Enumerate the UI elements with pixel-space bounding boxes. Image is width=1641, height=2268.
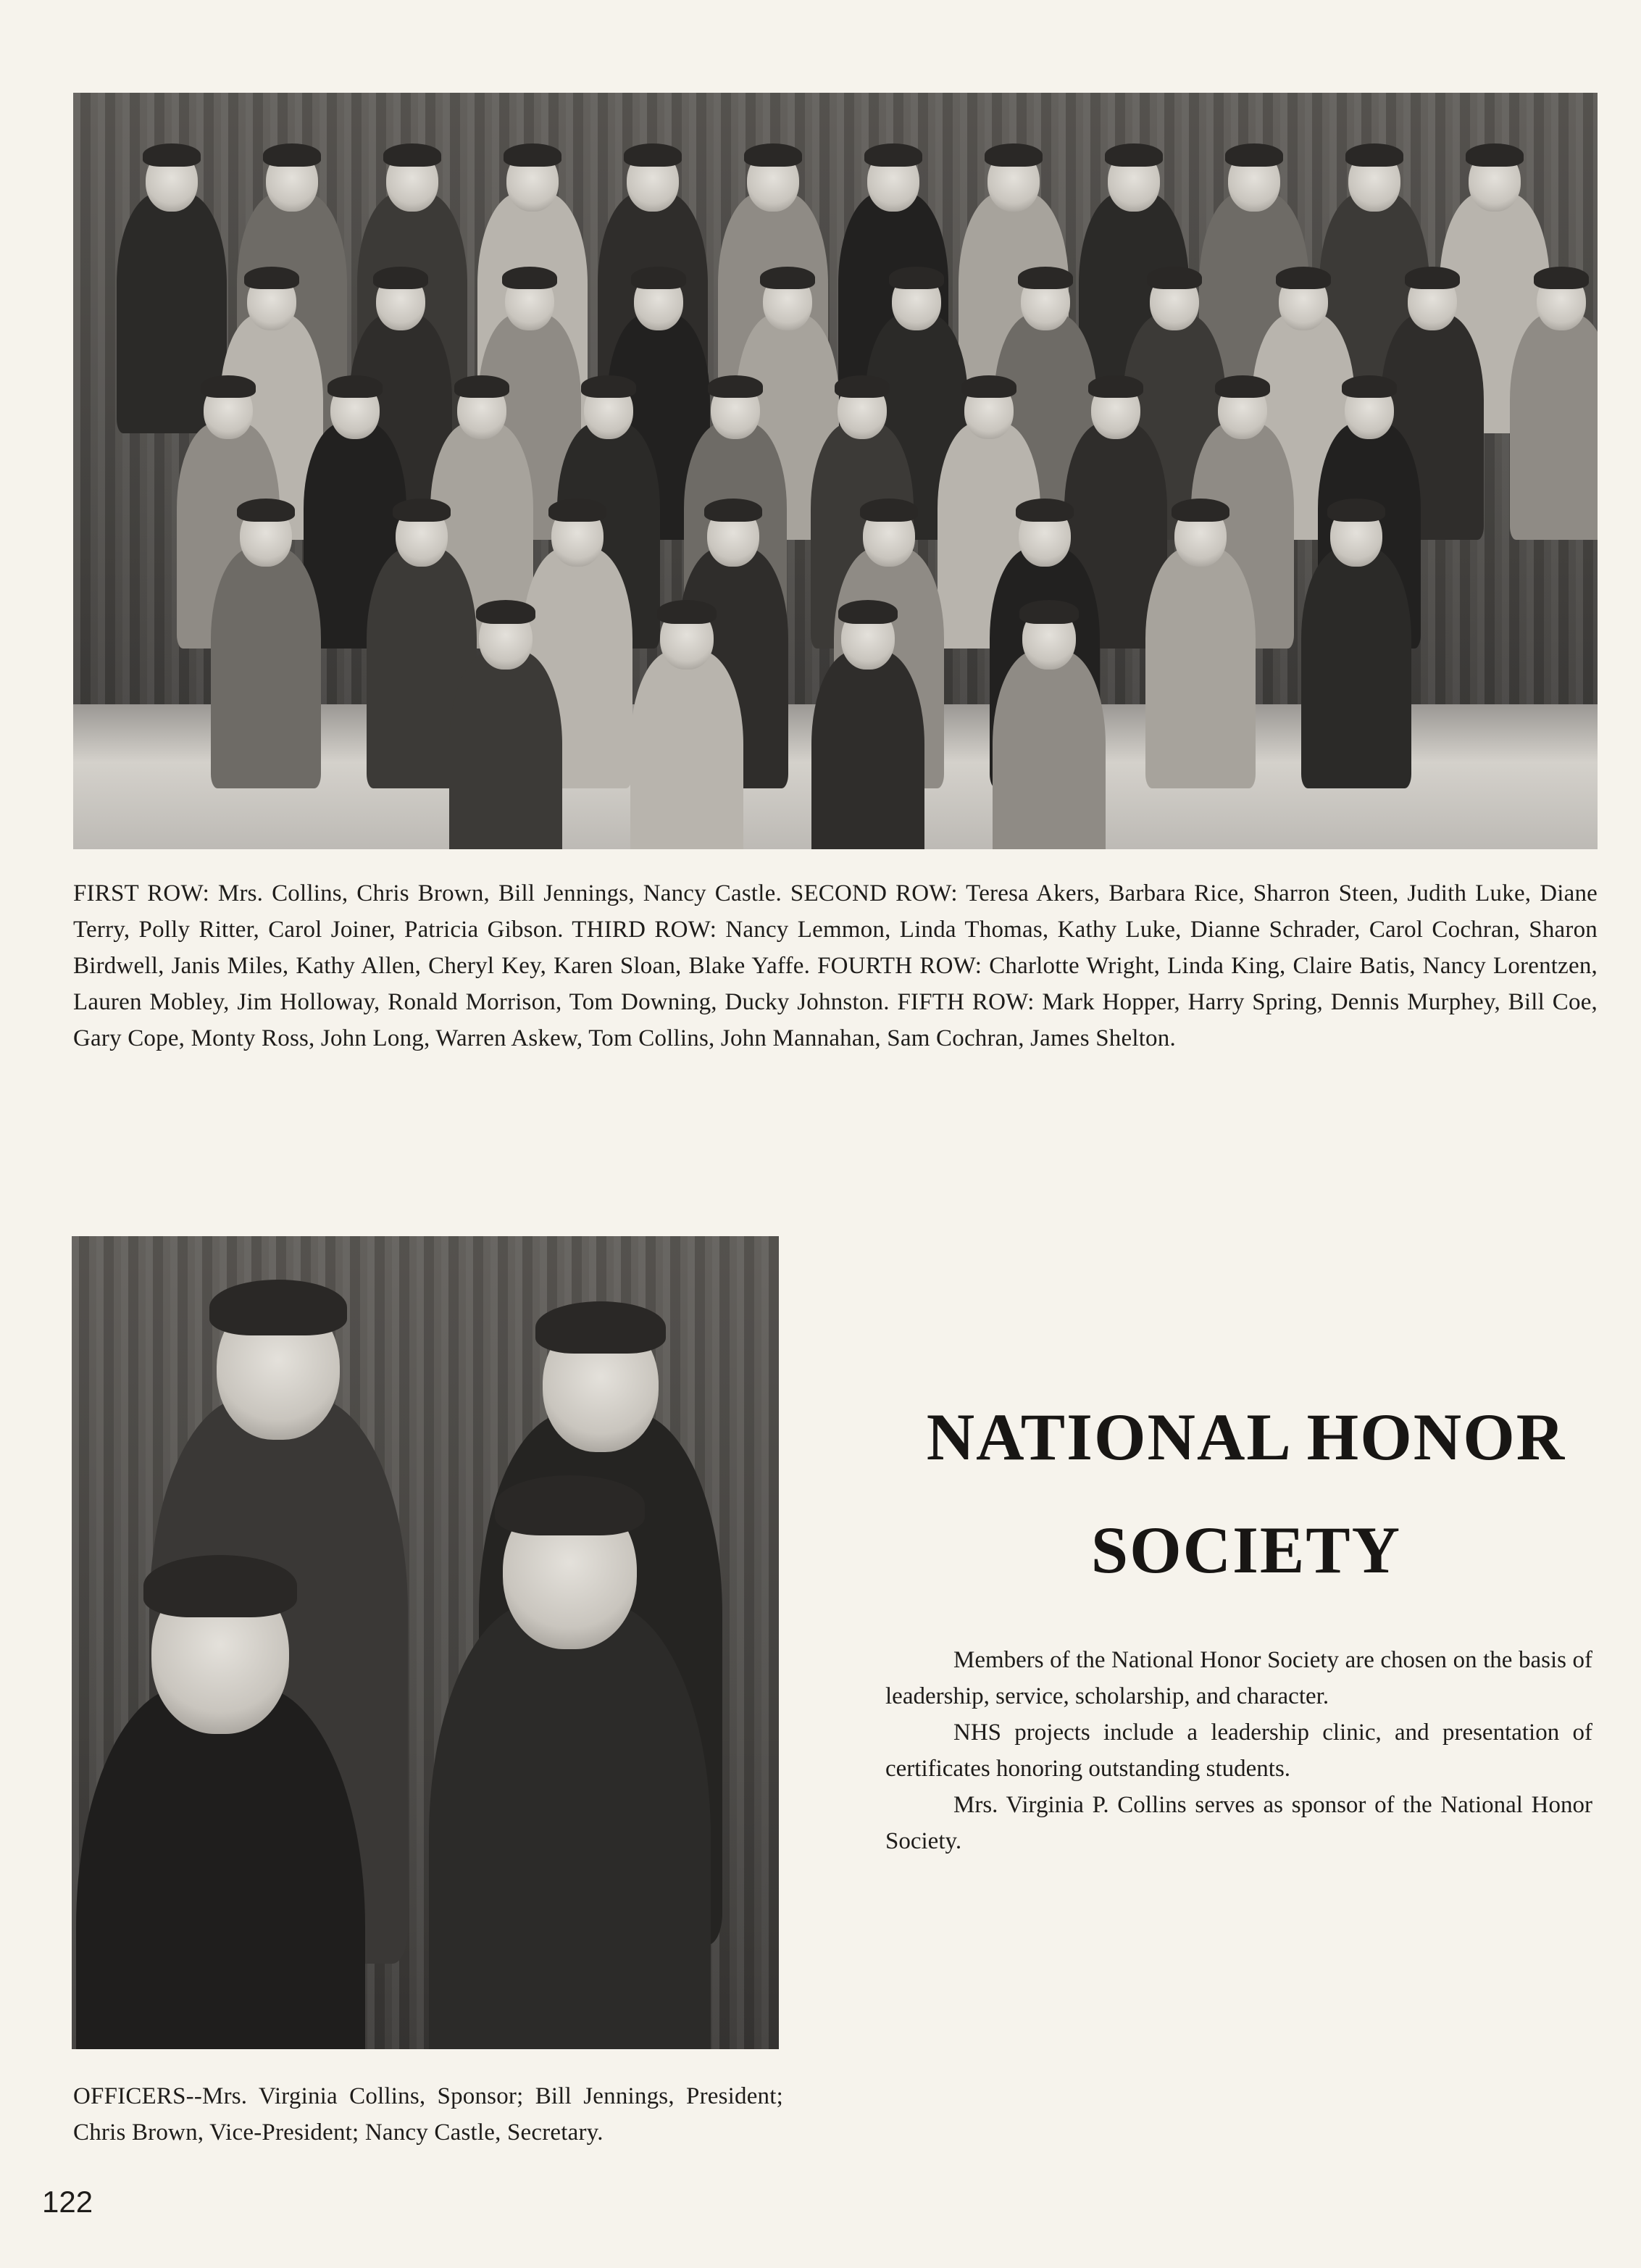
figure-body	[76, 1686, 365, 2050]
page-title-line-2: SOCIETY	[1090, 1513, 1402, 1587]
page-title-line-1: NATIONAL HONOR	[926, 1400, 1566, 1474]
figure-hair	[1534, 267, 1589, 289]
figure-hair	[263, 143, 322, 167]
officers-photo-caption: OFFICERS--Mrs. Virginia Collins, Sponsor; Bill Jennings, President; Chris Brown, Vice-President; Nancy Castle, Secretary.	[73, 2083, 783, 2146]
figure-body	[429, 1603, 711, 2049]
figure-body	[630, 651, 743, 849]
article-paragraph: Members of the National Honor Society are chosen on the basis of leadership, service, scholarship, and character.	[885, 1647, 1592, 1709]
figure-hair	[476, 600, 536, 624]
figure-body	[1145, 548, 1255, 788]
figure-hair	[209, 1280, 347, 1335]
figure-hair	[835, 375, 890, 398]
article-paragraph: Mrs. Virginia P. Collins serves as sponsor of the National Honor Society.	[885, 1792, 1592, 1854]
figure-hair	[631, 267, 686, 289]
figure-hair	[495, 1475, 645, 1535]
group-photo-caption: FIRST ROW: Mrs. Collins, Chris Brown, Bill Jennings, Nancy Castle. SECOND ROW: Teresa Akers, Barbara Rice, Sharron Steen, Judith Luke, Diane Terry, Polly Ritter, Carol Joiner, Patricia Gibson. THIRD ROW: Nancy Lemmon, Linda Thomas, Kathy Luke, Dianne Schrader, Carol Cochran, Sharon Birdwell, Janis Miles, Kathy Allen, Cheryl Key, Karen Sloan, Blake Yaffe. FOURTH ROW: Charlotte Wright, Linda King, Claire Batis, Nancy Lorentzen, Lauren Mobley, Jim Holloway, Ronald Morrison, Tom Downing, Ducky Johnston. FIFTH ROW: Mark Hopper, Harry Spring, Dennis Murphey, Bill Coe, Gary Cope, Monty Ross, John Long, Warren Askew, Tom Collins, John Mannahan, Sam Cochran, James Shelton.	[73, 880, 1598, 1051]
figure-hair	[744, 143, 803, 167]
figure-hair	[1342, 375, 1397, 398]
figure-hair	[201, 375, 256, 398]
figure-hair	[143, 143, 201, 167]
figure-hair	[1405, 267, 1460, 289]
figure-hair	[985, 143, 1043, 167]
figure-hair	[143, 1555, 298, 1617]
figure-hair	[1018, 267, 1073, 289]
figure-hair	[535, 1301, 665, 1354]
figure-body	[211, 548, 320, 788]
figure-hair	[1105, 143, 1164, 167]
figure-hair	[1215, 375, 1270, 398]
figure-hair	[1345, 143, 1404, 167]
figure-hair	[657, 600, 717, 624]
group-photo	[73, 93, 1598, 849]
officers-photo	[72, 1236, 779, 2049]
page-title	[877, 1380, 1616, 1606]
figure-hair	[864, 143, 923, 167]
figure-hair	[624, 143, 682, 167]
page-number: 122	[42, 2185, 93, 2219]
figure-hair	[1019, 600, 1080, 624]
figure-hair	[1225, 143, 1284, 167]
figure-hair	[244, 267, 299, 289]
article-body	[885, 1642, 1592, 1859]
figure-hair	[454, 375, 509, 398]
article-paragraph: NHS projects include a leadership clinic, and presentation of certificates honoring outstanding students.	[885, 1719, 1592, 1782]
figure-hair	[1466, 143, 1524, 167]
figure-hair	[393, 499, 451, 522]
figure-hair	[961, 375, 1016, 398]
figure-hair	[548, 499, 607, 522]
figure-hair	[838, 600, 898, 624]
figure-hair	[383, 143, 442, 167]
figure-hair	[860, 499, 919, 522]
figure-hair	[1016, 499, 1074, 522]
figure-hair	[502, 267, 557, 289]
figure-body	[1301, 548, 1411, 788]
figure-hair	[704, 499, 763, 522]
figure-hair	[1088, 375, 1143, 398]
figure-hair	[1172, 499, 1230, 522]
figure-body	[449, 651, 561, 849]
figure-hair	[237, 499, 296, 522]
figure-hair	[760, 267, 815, 289]
figure-body	[1510, 314, 1598, 541]
figure-hair	[889, 267, 944, 289]
figure-body	[811, 651, 924, 849]
figure-hair	[1276, 267, 1331, 289]
figure-hair	[373, 267, 428, 289]
figure-hair	[1147, 267, 1202, 289]
figure-hair	[708, 375, 763, 398]
figure-hair	[327, 375, 383, 398]
figure-hair	[504, 143, 562, 167]
figure-hair	[581, 375, 636, 398]
figure-body	[993, 651, 1105, 849]
figure-hair	[1327, 499, 1386, 522]
